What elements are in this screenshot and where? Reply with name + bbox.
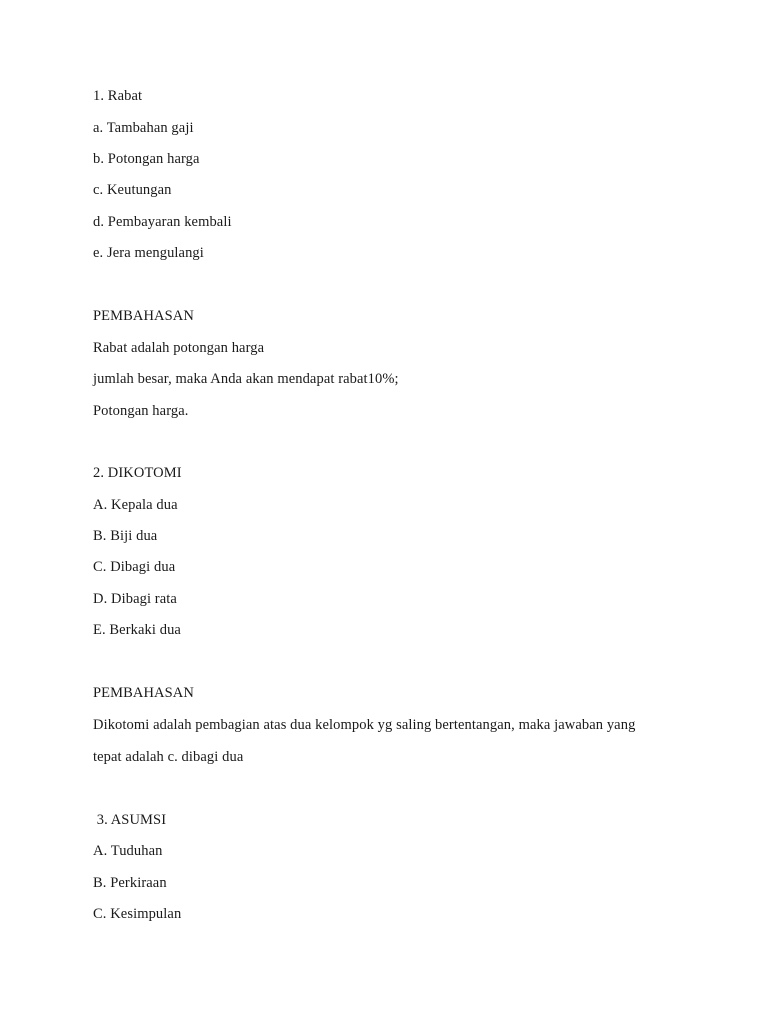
question-2-discussion-line-1: Dikotomi adalah pembagian atas dua kelompok yg saling bertentangan, maka jawaban yang [93,717,636,733]
question-3-option-c: C. Kesimpulan [93,906,182,922]
question-3-option-a: A. Tuduhan [93,843,163,859]
question-1-option-d: d. Pembayaran kembali [93,214,232,230]
question-1-discussion-line-3: Potongan harga. [93,403,189,419]
question-2-discussion-heading: PEMBAHASAN [93,685,194,701]
question-1-discussion-line-2: jumlah besar, maka Anda akan mendapat rabat10%; [93,371,399,387]
question-1-option-e: e. Jera mengulangi [93,245,204,261]
question-1-option-a: a. Tambahan gaji [93,120,194,136]
question-1-discussion-line-1: Rabat adalah potongan harga [93,340,265,356]
question-1-discussion-heading: PEMBAHASAN [93,308,194,324]
question-1-option-b: b. Potongan harga [93,151,200,167]
question-2-option-b: B. Biji dua [93,528,158,544]
question-2-discussion-line-2: tepat adalah c. dibagi dua [93,749,244,765]
question-3-option-b: B. Perkiraan [93,875,167,891]
question-2-option-d: D. Dibagi rata [93,591,177,607]
question-2-option-e: E. Berkaki dua [93,622,181,638]
question-1-title: 1. Rabat [93,88,143,104]
question-2-option-c: C. Dibagi dua [93,559,176,575]
question-2-title: 2. DIKOTOMI [93,465,182,481]
question-1-option-c: c. Keutungan [93,182,172,198]
question-3-title: 3. ASUMSI [93,812,167,828]
question-2-option-a: A. Kepala dua [93,497,178,513]
